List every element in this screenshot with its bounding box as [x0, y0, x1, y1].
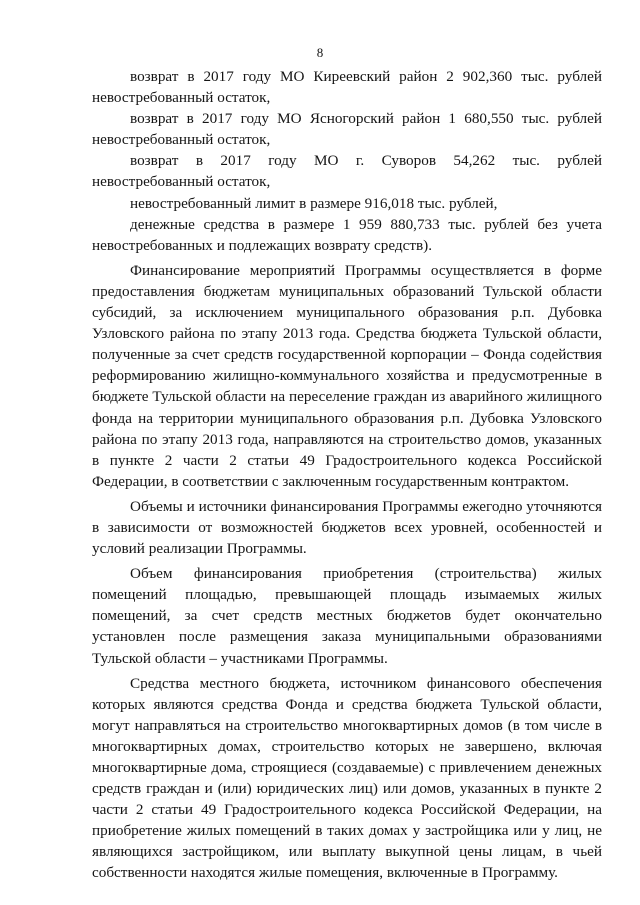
paragraph-program-financing: Финансирование мероприятий Программы осуществляется в форме предоставления бюджетам муниципальных образований Тульской области субсидий, за исключением муниципального образования р.п. Дубовка Узловского района по этапу 2013 года. Средства бюджета Тульской области, полученные за счет средств государственной корпорации – Фонда содействия реформированию жилищно-коммунального хозяйства и предусмотренные в бюджете Тульской области на переселение граждан из аварийного жилищного фонда на территории муниципального образования р.п. Дубовка Узловского района по этапу 2013 года, направляются на строительство домов, указанных в пункте 2 части 2 статьи 49 Градостроительного кодекса Российской Федерации, в соответствии с заключенным государственным контрактом. — [92, 261, 602, 490]
document-body — [92, 66, 602, 884]
paragraph-local-budget-funds: Средства местного бюджета, источником финансового обеспечения которых являются средства Фонда и средства бюджета Тульской области, могут направляться на строительство многоквартирных домов (в том числе в многоквартирных домах, строительство которых не завершено, включая многоквартирные дома, строящиеся (создаваемые) с привлечением денежных средств граждан и (или) юридических лиц) или домов, указанных в пункте 2 части 2 статьи 49 Градостроительного кодекса Российской Федерации, на приобретение жилых помещений в таких домах у застройщика или у лиц, не являющихся застройщиком, или выплату выкупной цены лицам, в чьей собственности находятся жилые помещения, включенные в Программу. — [92, 674, 602, 882]
paragraph-return-yasnogorsky: возврат в 2017 году МО Ясногорский район 1 680,550 тыс. рублей невостребованный остаток, — [92, 110, 602, 149]
paragraph-unclaimed-limit: невостребованный лимит в размере 916,018 тыс. рублей, — [130, 194, 498, 212]
page-number: 8 — [316, 45, 324, 60]
paragraph-financing-volumes: Объемы и источники финансирования Программы ежегодно уточняются в зависимости от возможностей бюджетов всех уровней, особенностей и условий реализации Программы. — [92, 497, 602, 558]
paragraph-return-suvorov: возврат в 2017 году МО г. Суворов 54,262 тыс. рублей невостребованный остаток, — [92, 152, 602, 191]
paragraph-funds-total: денежные средства в размере 1 959 880,733 тыс. рублей без учета невостребованных и подлежащих возврату средств). — [92, 215, 602, 254]
paragraph-housing-acquisition: Объем финансирования приобретения (строительства) жилых помещений площадью, превышающей площадь изымаемых жилых помещений, за счет средств местных бюджетов будет окончательно установлен после размещения заказа муниципальными образованиями Тульской области – участниками Программы. — [92, 565, 602, 667]
paragraph-return-kireevsky: возврат в 2017 году МО Киреевский район 2 902,360 тыс. рублей невостребованный остаток, — [92, 68, 602, 107]
